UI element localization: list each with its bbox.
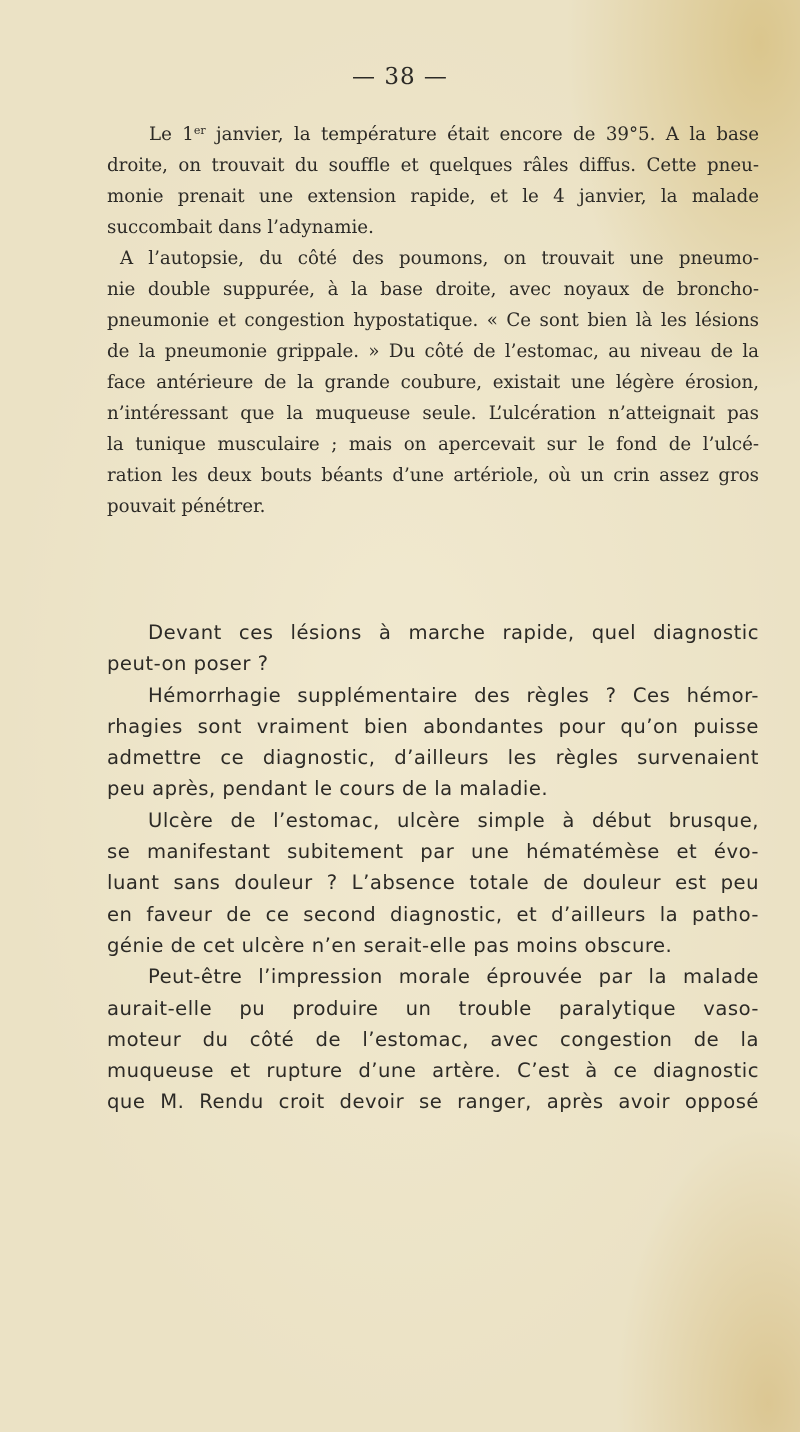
text-line: monie prenait une extension rapide, et le 4 janvier, la malade bbox=[107, 186, 759, 207]
text-line: de la pneumonie grippale. » Du côté de l’estomac, au niveau de la bbox=[107, 341, 759, 362]
text-line: admettre ce diagnostic, d’ailleurs les règles survenaient bbox=[107, 746, 759, 770]
superscript: er bbox=[193, 124, 206, 137]
text-line: Ulcère de l’estomac, ulcère simple à début brusque, bbox=[148, 808, 759, 832]
text-line: peut-on poser ? bbox=[107, 652, 269, 676]
text-fragment: Le 1 bbox=[149, 124, 194, 145]
text-line: rhagies sont vraiment bien abondantes pour qu’on puisse bbox=[107, 714, 759, 738]
text-line: en faveur de ce second diagnostic, et d’ailleurs la patho- bbox=[107, 902, 759, 926]
text-line: pouvait pénétrer. bbox=[107, 496, 266, 517]
text-line: pneumonie et congestion hypostatique. « Ce sont bien là les lésions bbox=[107, 310, 759, 331]
text-line: la tunique musculaire ; mais on apercevait sur le fond de l’ulcé- bbox=[107, 434, 759, 455]
text-line: Peut-être l’impression morale éprouvée par la malade bbox=[148, 965, 759, 989]
text-line: luant sans douleur ? L’absence totale de douleur est peu bbox=[107, 871, 759, 895]
text-line bbox=[107, 119, 759, 150]
section-autopsy bbox=[107, 119, 759, 522]
text-line: face antérieure de la grande coubure, existait une légère érosion, bbox=[107, 372, 759, 393]
page-number: — 38 — bbox=[352, 64, 448, 90]
text-line: ration les deux bouts béants d’une artériole, où un crin assez gros bbox=[107, 465, 759, 486]
text-line: aurait-elle pu produire un trouble paralytique vaso- bbox=[107, 996, 759, 1020]
text-line: succombait dans l’adynamie. bbox=[107, 217, 374, 238]
text-line: Hémorrhagie supplémentaire des règles ? Ces hémor- bbox=[148, 683, 759, 707]
text-fragment: janvier, la température était encore de 39°5. A la base bbox=[205, 124, 759, 145]
text-line: moteur du côté de l’estomac, avec congestion de la bbox=[107, 1027, 759, 1051]
text-line: Devant ces lésions à marche rapide, quel diagnostic bbox=[148, 621, 759, 644]
text-line: droite, on trouvait du souffle et quelques râles diffus. Cette pneu- bbox=[107, 155, 759, 176]
text-line: que M. Rendu croit devoir se ranger, après avoir opposé bbox=[107, 1090, 759, 1114]
text-line: génie de cet ulcère n’en serait-elle pas moins obscure. bbox=[107, 933, 673, 957]
text-line: muqueuse et rupture d’une artère. C’est à ce diagnostic bbox=[107, 1059, 759, 1083]
text-line: se manifestant subitement par une hématémèse et évo- bbox=[107, 840, 759, 864]
text-line: peu après, pendant le cours de la maladie. bbox=[107, 777, 549, 801]
text-line: A l’autopsie, du côté des poumons, on trouvait une pneumo- bbox=[120, 248, 759, 269]
section-diagnosis bbox=[107, 617, 759, 1118]
text-line: n’intéressant que la muqueuse seule. L’ulcération n’atteignait pas bbox=[107, 403, 759, 424]
text-line: nie double suppurée, à la base droite, avec noyaux de broncho- bbox=[107, 279, 759, 300]
